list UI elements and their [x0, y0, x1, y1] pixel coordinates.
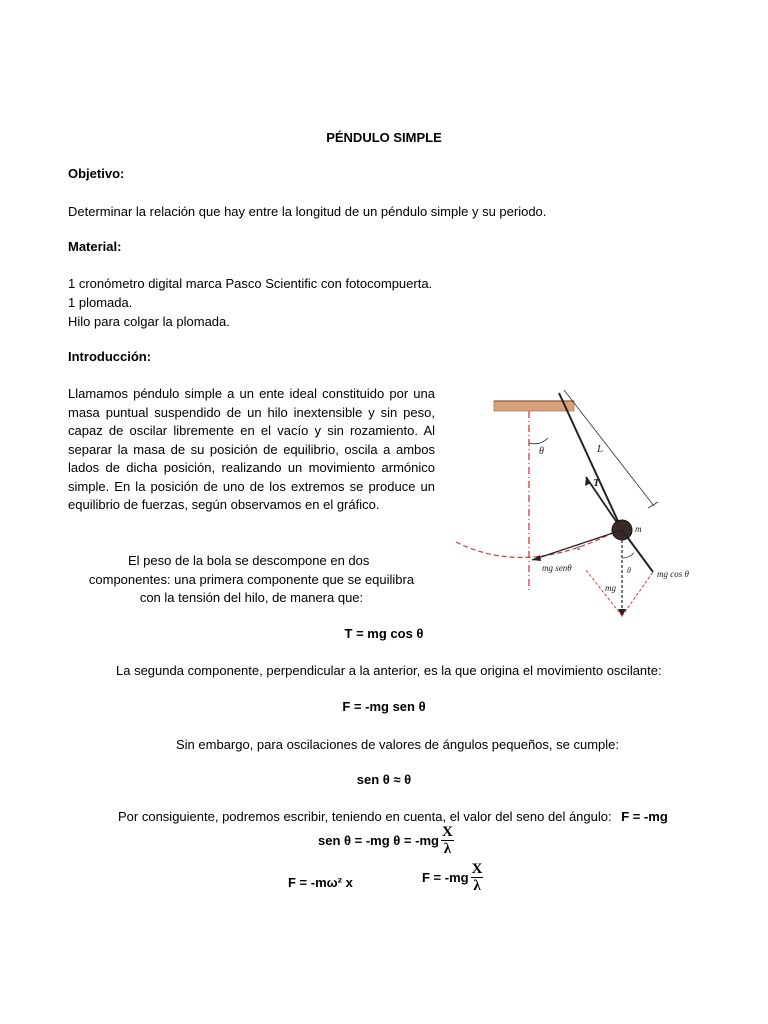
fraction-numerator: X	[441, 824, 453, 840]
objective-text: Determinar la relación que hay entre la longitud de un péndulo simple y su periodo.	[68, 204, 547, 219]
page-title: PÉNDULO SIMPLE	[326, 130, 442, 145]
arc-label: s	[577, 543, 581, 552]
theta-arc-lower	[622, 553, 634, 558]
mg-label: mg	[605, 583, 616, 593]
fraction-numerator: X	[471, 861, 483, 877]
introduction-paragraph: Llamamos péndulo simple a un ente ideal constituido por una masa puntual suspendido de un hilo inextensible y sin peso, capaz de oscilar libremente en el vacío y sin rozamiento. Al separar la masa de su posición de equilibrio, oscila a ambos lados de dicha posición, realizando un movimiento armónico simple. En la posición de uno de los extremos se produce un equilibrio de fuerzas, según observamos en el gráfico.	[68, 386, 435, 512]
length-tick	[648, 502, 658, 508]
consequently-line	[118, 809, 668, 824]
tension-label: T	[593, 477, 600, 489]
force-fraction-line	[422, 861, 483, 894]
sen-equation-line	[318, 824, 454, 857]
material-item: 1 cronómetro digital marca Pasco Scientific con fotocompuerta.	[68, 276, 433, 291]
second-component-text: La segunda componente, perpendicular a la anterior, es la que origina el movimiento oscilante:	[116, 663, 662, 678]
harmonic-equation: F = -mω² x	[288, 875, 353, 890]
material-item: Hilo para colgar la plomada.	[68, 314, 230, 329]
consequently-text: Por consiguiente, podremos escribir, teniendo en cuenta, el valor del seno del ángulo:	[118, 809, 612, 824]
tension-equation: T = mg cos θ	[344, 626, 424, 641]
weight-line: El peso de la bola se descompone en dos	[128, 553, 370, 568]
material-item: 1 plomada.	[68, 295, 133, 310]
sen-equation: sen θ = -mg θ = -mg	[318, 833, 439, 848]
fraction-denominator: λ	[473, 878, 481, 894]
ceiling-support	[494, 401, 574, 411]
component-dash	[586, 570, 622, 616]
weight-paragraph	[68, 552, 435, 608]
fraction	[441, 824, 454, 857]
approx-equation: sen θ ≈ θ	[356, 772, 412, 787]
weight-line: componentes: una primera componente que se equilibra	[88, 571, 415, 587]
weight-line: con la tensión del hilo, de manera que:	[139, 590, 364, 605]
consequently-equation: F = -mg	[621, 809, 668, 824]
theta-label-lower: θ	[627, 566, 631, 575]
mg-sen-label: mg senθ	[542, 563, 572, 573]
length-dimension	[564, 390, 654, 506]
force-fraction-equation: F = -mg	[422, 870, 469, 885]
theta-arc	[529, 438, 548, 444]
pendulum-string	[559, 393, 622, 530]
material-heading: Material:	[68, 239, 122, 254]
swing-arc	[456, 530, 618, 557]
fraction	[471, 861, 484, 894]
introduction-heading: Introducción:	[68, 349, 152, 364]
small-angles-text: Sin embargo, para oscilaciones de valores de ángulos pequeños, se cumple:	[176, 737, 619, 752]
force-equation: F = -mg sen θ	[342, 699, 426, 714]
pendulum-diagram	[448, 380, 698, 630]
mg-sen-arrowhead	[532, 555, 541, 561]
length-label: L	[597, 443, 604, 455]
mg-cos-label: mg cos θ	[657, 569, 689, 579]
fraction-denominator: λ	[443, 841, 452, 857]
mass-label: m	[635, 524, 642, 534]
component-dash	[622, 572, 653, 616]
theta-label: θ	[539, 446, 544, 457]
objective-heading: Objetivo:	[68, 166, 125, 181]
